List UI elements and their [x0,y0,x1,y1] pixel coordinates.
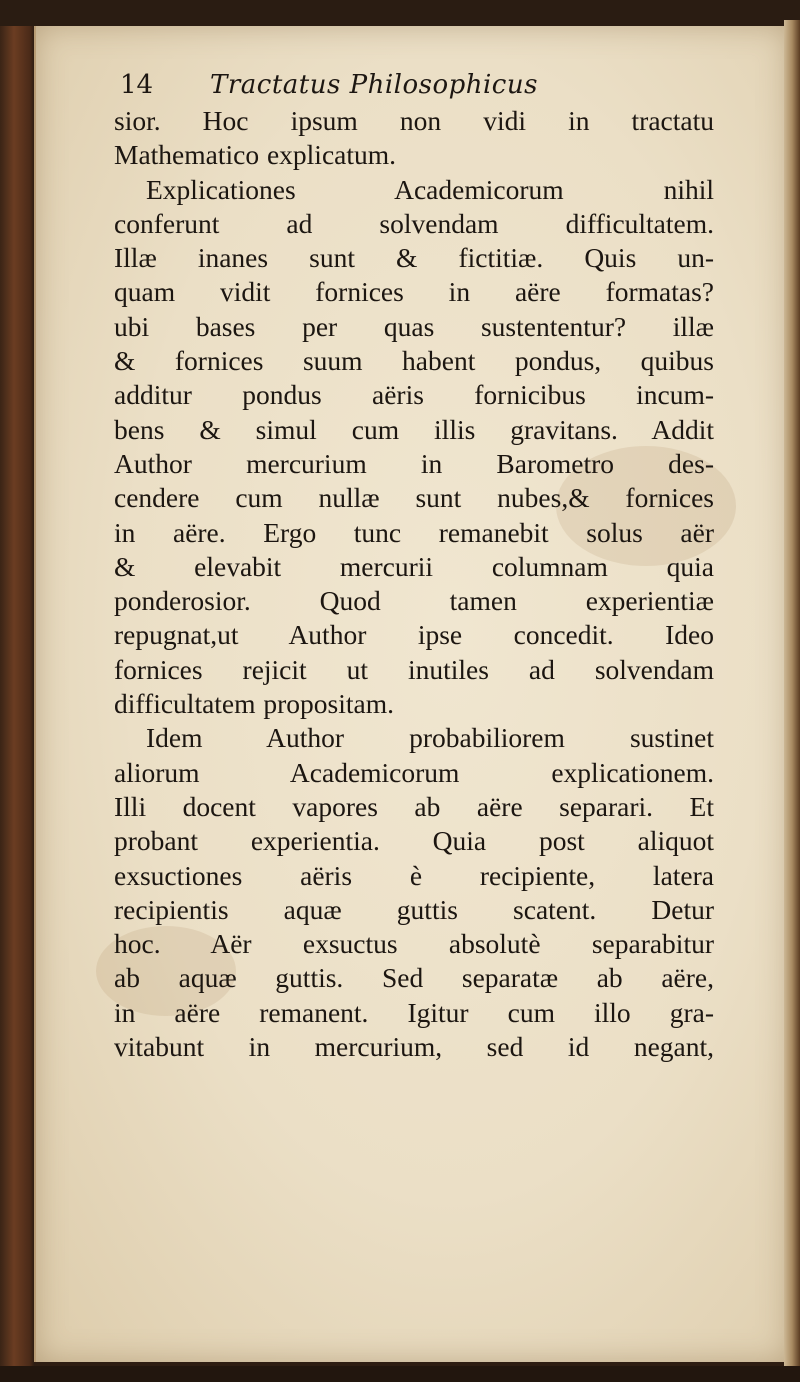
running-title: Tractatus Philosophicus [210,70,538,100]
text-line: conferunt ad solvendam difficultatem. [114,207,714,239]
text-line: probant experientia. Quia post aliquot [114,825,714,857]
text-line: Explicationes Academicorum nihil [146,173,714,205]
text-line: & elevabit mercurii columnam quia [114,550,714,582]
text-line: vitabunt in mercurium, sed id negant, [114,1031,714,1063]
text-line: fornices rejicit ut inutiles ad solvendam [114,653,714,685]
text-line: aliorum Academicorum explicationem. [114,756,714,788]
text-line: Illi docent vapores ab aëre separari. Et [114,790,714,822]
text-line: Idem Author probabiliorem sustinet [146,722,714,754]
body-text [114,104,714,1064]
text-line: & fornices suum habent pondus, quibus [114,345,714,377]
text-line: ab aquæ guttis. Sed separatæ ab aëre, [114,962,714,994]
text-line: difficultatem propositam. [114,688,395,720]
text-line: in aëre remanent. Igitur cum illo gra- [114,996,714,1028]
scan-top-edge [0,0,800,26]
text-line: Author mercurium in Barometro des- [114,447,714,479]
text-line: additur pondus aëris fornicibus incum- [114,379,714,411]
page-number: 14 [120,70,154,100]
text-line: repugnat,ut Author ipse concedit. Ideo [114,619,714,651]
page-fore-edge [784,20,800,1366]
text-line: recipientis aquæ guttis scatent. Detur [114,893,714,925]
text-line: sior. Hoc ipsum non vidi in tractatu [114,105,714,136]
text-line: Illæ inanes sunt & fictitiæ. Quis un- [114,242,714,274]
text-line: ubi bases per quas sustententur? illæ [114,310,714,342]
text-line: cendere cum nullæ sunt nubes,& fornices [114,482,714,514]
text-line: bens & simul cum illis gravitans. Addit [114,413,714,445]
text-line: quam vidit fornices in aëre formatas? [114,276,714,308]
scan-bottom-edge [0,1366,800,1382]
text-line: in aëre. Ergo tunc remanebit solus aër [114,516,714,548]
text-line: exsuctiones aëris è recipiente, latera [114,859,714,891]
text-line: ponderosior. Quod tamen experientiæ [114,585,714,617]
text-line: hoc. Aër exsuctus absolutè separabitur [114,928,714,960]
text-line: Mathematico explicatum. [114,139,397,171]
